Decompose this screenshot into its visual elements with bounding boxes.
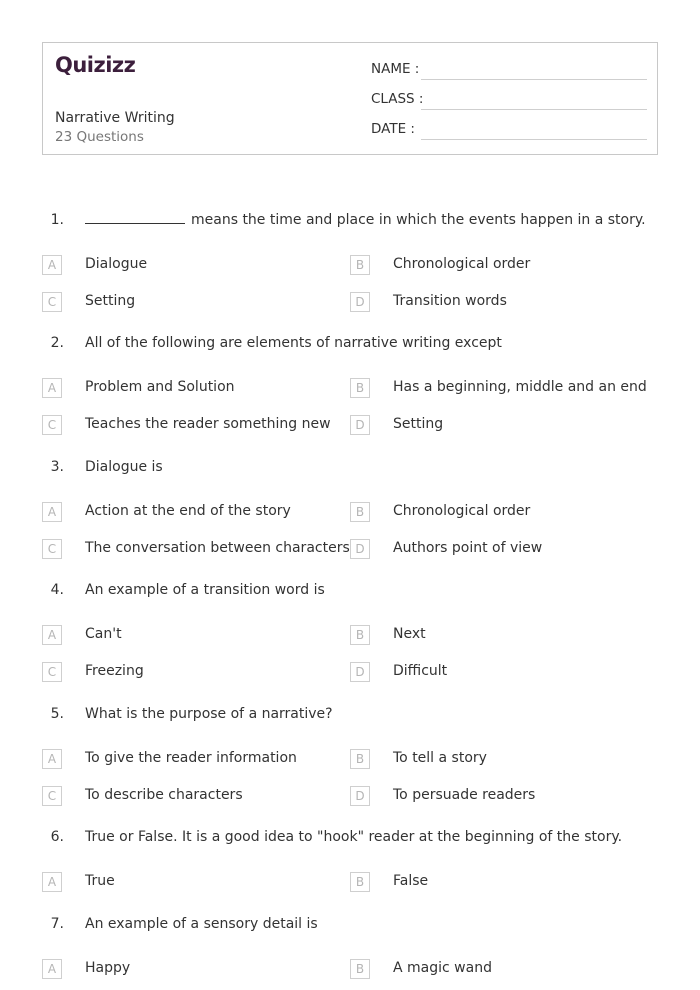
option-letter: D bbox=[350, 786, 370, 806]
class-line[interactable] bbox=[421, 109, 647, 110]
question-text: Dialogue is bbox=[85, 459, 163, 475]
option-letter: A bbox=[42, 255, 62, 275]
option-letter: A bbox=[42, 378, 62, 398]
option-letter: A bbox=[42, 502, 62, 522]
option-text: Teaches the reader something new bbox=[85, 416, 331, 432]
option-text: To tell a story bbox=[393, 750, 487, 766]
date-line[interactable] bbox=[421, 139, 647, 140]
option-text: Setting bbox=[393, 416, 444, 432]
option-letter: B bbox=[350, 378, 370, 398]
worksheet-title: Narrative Writing bbox=[55, 110, 175, 126]
option-text: Can't bbox=[85, 626, 122, 642]
date-label: DATE : bbox=[371, 121, 415, 137]
option-text: False bbox=[393, 873, 429, 889]
option-letter: B bbox=[350, 255, 370, 275]
question bbox=[0, 706, 700, 726]
question bbox=[0, 459, 700, 479]
name-field[interactable] bbox=[371, 61, 647, 81]
option-letter: D bbox=[350, 539, 370, 559]
question bbox=[0, 582, 700, 602]
question-number: 1. bbox=[50, 212, 64, 228]
question-number: 4. bbox=[50, 582, 64, 598]
option-text: A magic wand bbox=[393, 960, 492, 976]
option-text: Chronological order bbox=[393, 503, 531, 519]
option-letter: A bbox=[42, 749, 62, 769]
question-number: 5. bbox=[50, 706, 64, 722]
option-text: Dialogue bbox=[85, 256, 148, 272]
question bbox=[0, 829, 700, 849]
option-letter: C bbox=[42, 415, 62, 435]
option-text: Has a beginning, middle and an end bbox=[393, 379, 647, 395]
question-text: means the time and place in which the events happen in a story. bbox=[85, 212, 646, 228]
question-text: What is the purpose of a narrative? bbox=[85, 706, 333, 722]
option-letter: C bbox=[42, 292, 62, 312]
option-letter: C bbox=[42, 539, 62, 559]
option-letter: B bbox=[350, 625, 370, 645]
quizizz-logo: Quizizz bbox=[55, 53, 136, 77]
option-letter: A bbox=[42, 959, 62, 979]
question bbox=[0, 335, 700, 355]
question bbox=[0, 212, 700, 232]
option-text: Action at the end of the story bbox=[85, 503, 291, 519]
question-number: 6. bbox=[50, 829, 64, 845]
option-letter: D bbox=[350, 292, 370, 312]
question-text: An example of a transition word is bbox=[85, 582, 325, 598]
option-letter: C bbox=[42, 786, 62, 806]
question-text: All of the following are elements of narrative writing except bbox=[85, 335, 502, 351]
option-text: To persuade readers bbox=[393, 787, 536, 803]
option-text: The conversation between characters bbox=[85, 540, 350, 556]
question-number: 7. bbox=[50, 916, 64, 932]
option-letter: B bbox=[350, 959, 370, 979]
option-letter: D bbox=[350, 415, 370, 435]
option-letter: D bbox=[350, 662, 370, 682]
option-text: Problem and Solution bbox=[85, 379, 235, 395]
option-text: Freezing bbox=[85, 663, 144, 679]
option-text: Authors point of view bbox=[393, 540, 543, 556]
worksheet-header bbox=[42, 42, 658, 155]
option-text: Happy bbox=[85, 960, 131, 976]
option-text: Next bbox=[393, 626, 426, 642]
question bbox=[0, 916, 700, 936]
question-number: 3. bbox=[50, 459, 64, 475]
option-text: True bbox=[85, 873, 115, 889]
class-label: CLASS : bbox=[371, 91, 424, 107]
option-letter: A bbox=[42, 872, 62, 892]
name-line[interactable] bbox=[421, 79, 647, 80]
question-text: An example of a sensory detail is bbox=[85, 916, 318, 932]
option-letter: B bbox=[350, 502, 370, 522]
name-label: NAME : bbox=[371, 61, 420, 77]
option-text: To give the reader information bbox=[85, 750, 297, 766]
option-letter: C bbox=[42, 662, 62, 682]
answer-blank bbox=[85, 212, 185, 224]
class-field[interactable] bbox=[371, 91, 647, 111]
date-field[interactable] bbox=[371, 121, 647, 141]
question-number: 2. bbox=[50, 335, 64, 351]
option-text: Setting bbox=[85, 293, 136, 309]
option-text: To describe characters bbox=[85, 787, 243, 803]
option-letter: B bbox=[350, 749, 370, 769]
option-text: Difficult bbox=[393, 663, 448, 679]
option-letter: B bbox=[350, 872, 370, 892]
question-text: True or False. It is a good idea to "hook" reader at the beginning of the story. bbox=[85, 829, 623, 845]
option-letter: A bbox=[42, 625, 62, 645]
question-count: 23 Questions bbox=[55, 129, 144, 145]
option-text: Transition words bbox=[393, 293, 507, 309]
option-text: Chronological order bbox=[393, 256, 531, 272]
